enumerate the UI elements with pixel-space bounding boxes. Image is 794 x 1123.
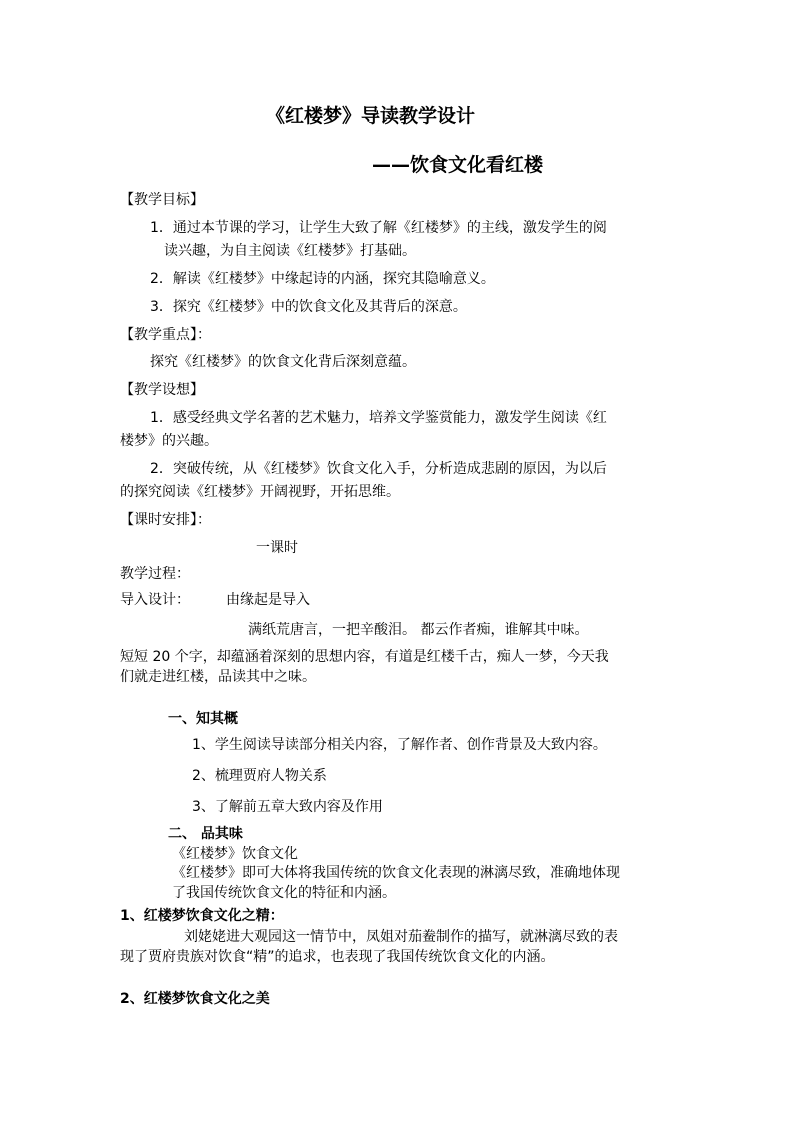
intro-line: 短短 20 个字，却蕴涵着深刻的思想内容，有道是红楼千古，痴人一梦，今天我 xyxy=(120,649,609,665)
objective-item: 3．探究《红楼梦》中的饮食文化及其背后的深意。 xyxy=(150,299,467,315)
section2-line: 《红楼梦》即可大体将我国传统的饮食文化表现的淋漓尽致，准确地体现 xyxy=(172,865,620,881)
section2-line: 了我国传统饮食文化的特征和内涵。 xyxy=(172,885,396,901)
part2-heading: 2、红楼梦饮食文化之美 xyxy=(120,991,270,1007)
section1-heading: 一、知其概 xyxy=(168,711,238,727)
key-points-heading: 【教学重点】： xyxy=(120,327,211,343)
intro-label: 导入设计： xyxy=(120,592,190,608)
objective-item: 读兴趣，为自主阅读《红楼梦》打基础。 xyxy=(164,243,416,259)
part1-line: 刘姥姥进大观园这一情节中，凤姐对茄鲞制作的描写，就淋漓尽致的表 xyxy=(184,929,618,945)
objective-item: 1．通过本节课的学习，让学生大致了解《红楼梦》的主线，激发学生的阅 xyxy=(150,220,607,236)
objectives-heading: 【教学目标】 xyxy=(120,192,204,208)
section1-item: 3、了解前五章大致内容及作用 xyxy=(192,799,383,815)
intro-value: 由缘起是导入 xyxy=(226,592,310,608)
schedule-text: 一课时 xyxy=(256,540,298,556)
objective-item: 2．解读《红楼梦》中缘起诗的内涵，探究其隐喻意义。 xyxy=(150,271,495,287)
process-label: 教学过程： xyxy=(120,566,190,582)
intro-line: 们就走进红楼，品读其中之味。 xyxy=(120,669,316,685)
concept-line: 1．感受经典文学名著的艺术魅力，培养文学鉴赏能力，激发学生阅读《红 xyxy=(150,410,607,426)
section1-item: 2、梳理贾府人物关系 xyxy=(192,768,327,784)
concept-heading: 【教学设想】 xyxy=(120,382,204,398)
part1-heading: 1、红楼梦饮食文化之精： xyxy=(120,908,284,924)
part1-line: 现了贾府贵族对饮食“精”的追求，也表现了我国传统饮食文化的内涵。 xyxy=(120,949,555,965)
concept-line: 的探究阅读《红楼梦》开阔视野，开拓思维。 xyxy=(120,484,400,500)
key-points-text: 探究《红楼梦》的饮食文化背后深刻意蕴。 xyxy=(150,354,416,370)
section1-item: 1、学生阅读导读部分相关内容，了解作者、创作背景及大致内容。 xyxy=(192,737,607,753)
section2-sub: 《红楼梦》饮食文化 xyxy=(172,846,298,862)
section2-heading: 二、 品其味 xyxy=(168,826,243,842)
concept-line: 楼梦》的兴趣。 xyxy=(120,433,218,449)
concept-line: 2．突破传统，从《红楼梦》饮食文化入手，分析造成悲剧的原因，为以后 xyxy=(150,461,607,477)
page-title: 《红楼梦》导读教学设计 xyxy=(266,105,476,127)
intro-poem: 满纸荒唐言，一把辛酸泪。 都云作者痴，谁解其中味。 xyxy=(248,622,589,638)
page-subtitle: ——饮食文化看红楼 xyxy=(372,154,544,176)
schedule-heading: 【课时安排】： xyxy=(120,512,211,528)
